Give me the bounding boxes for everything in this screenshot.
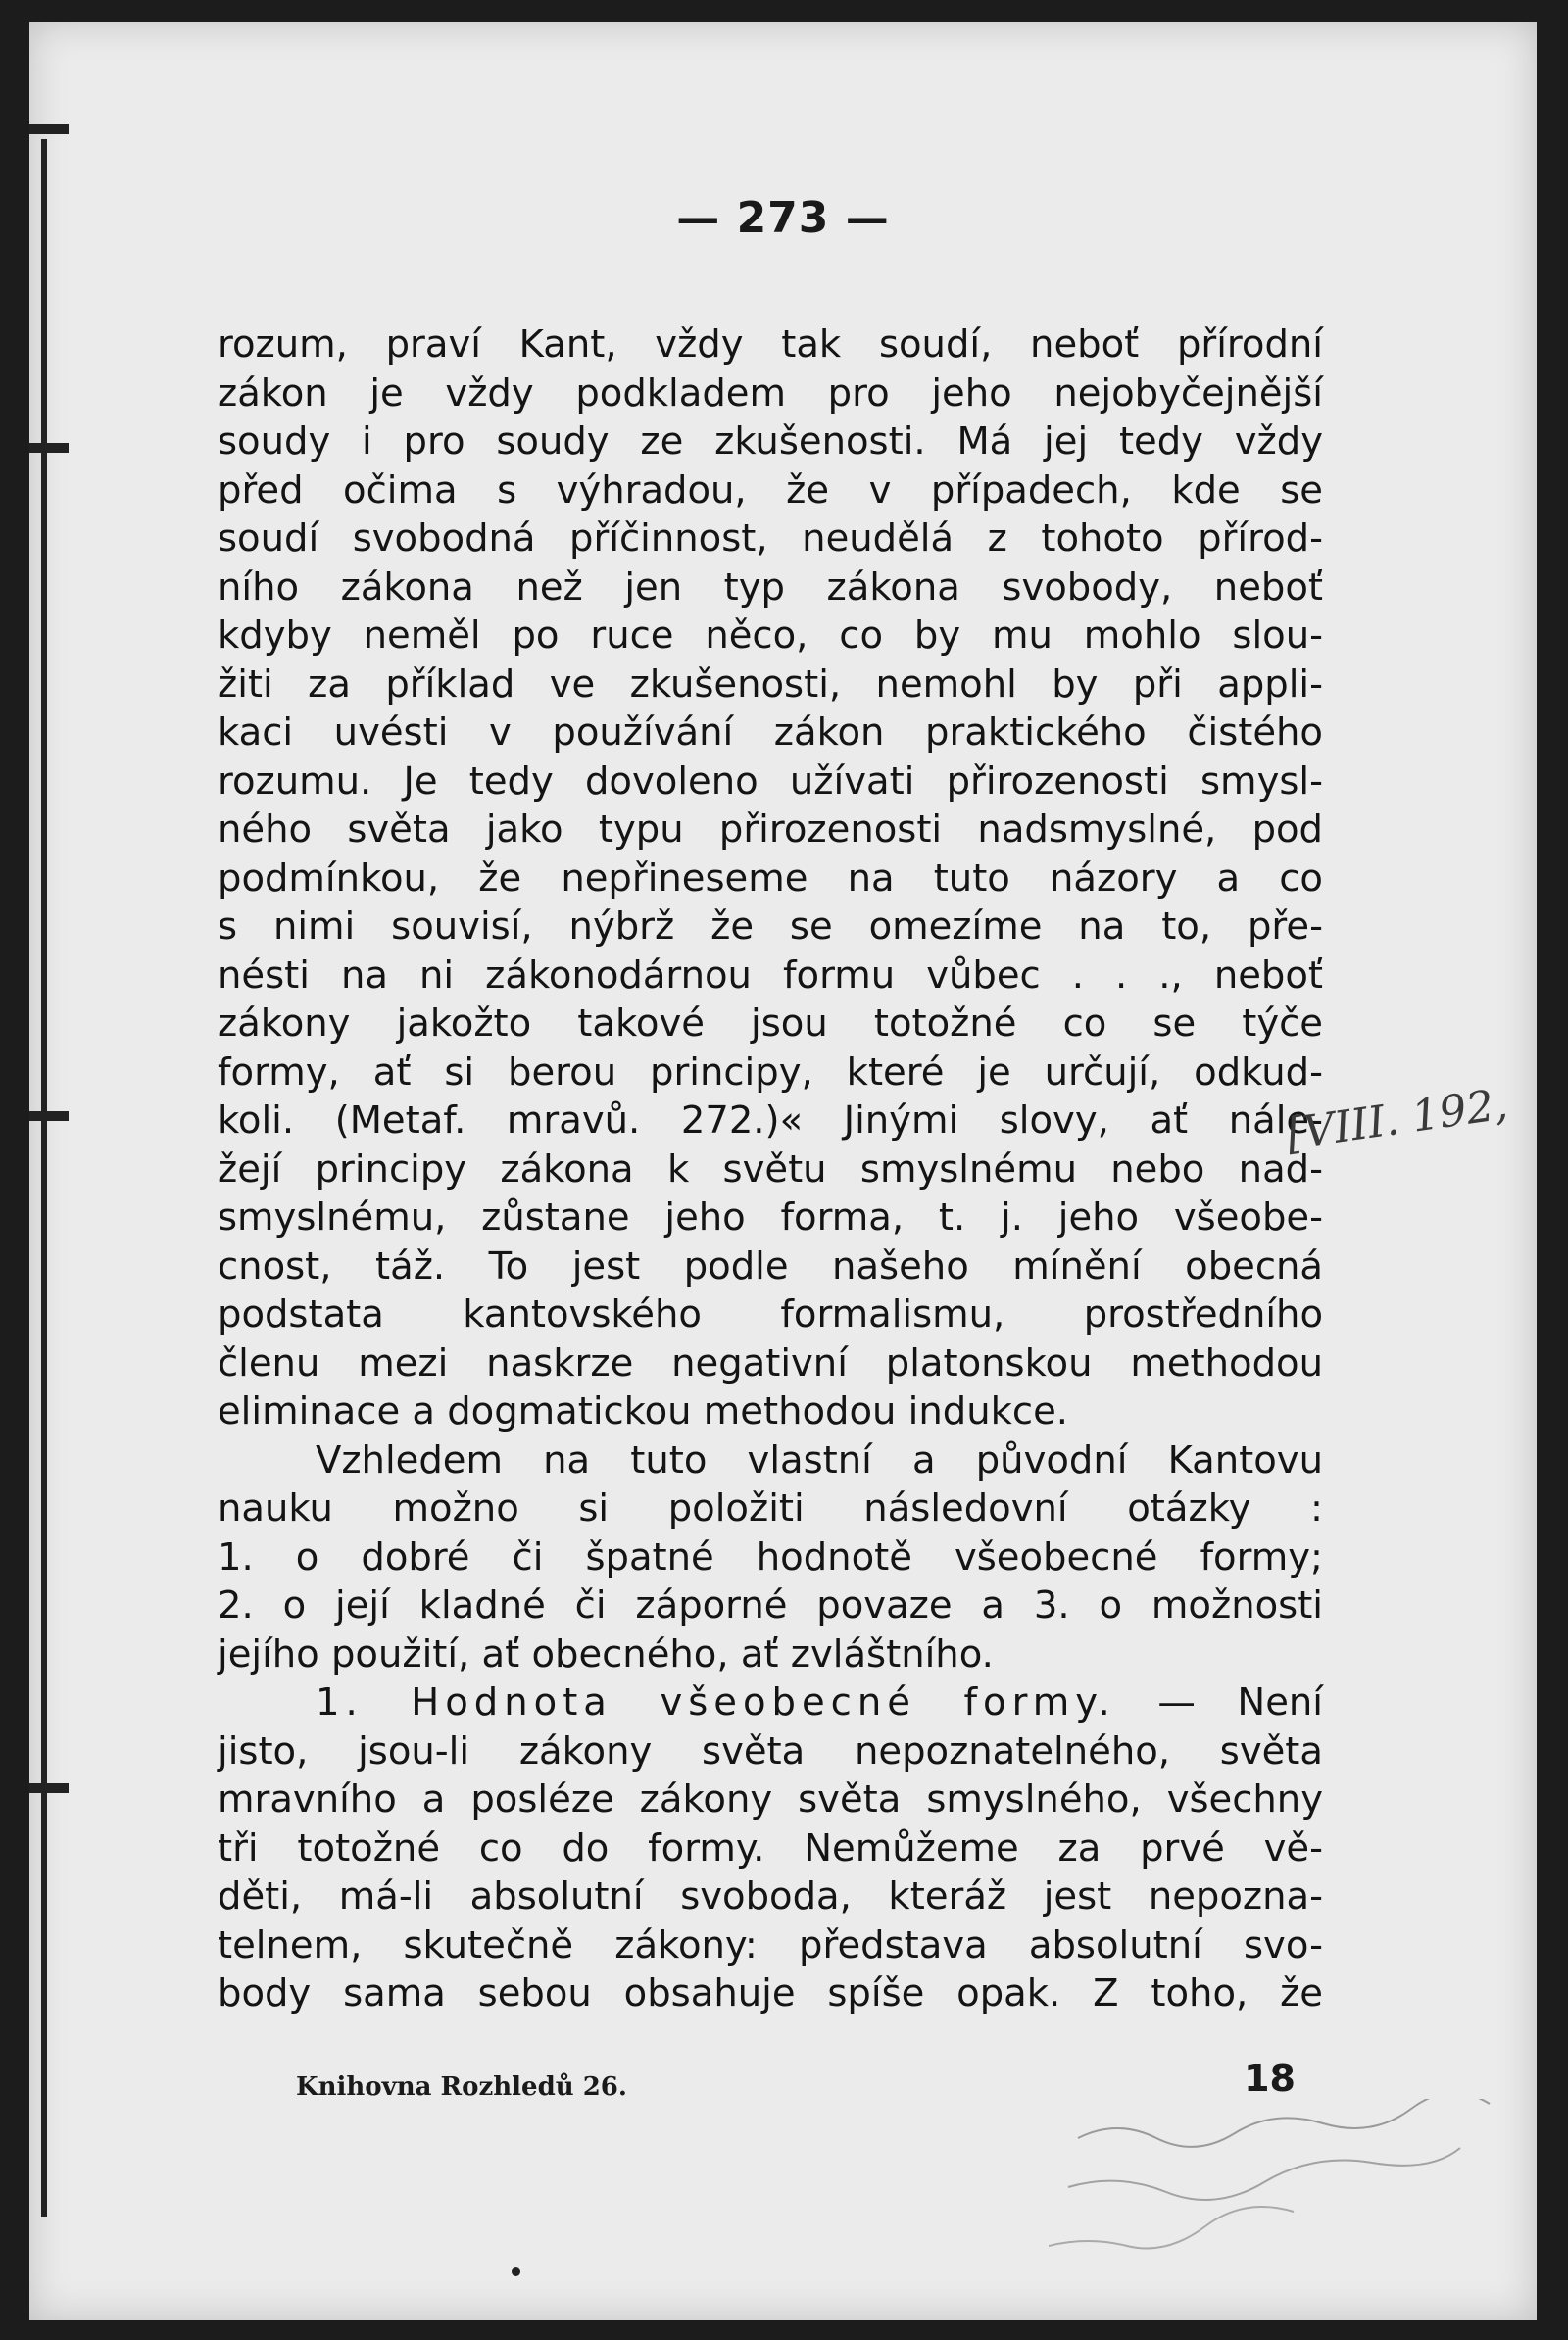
text-line: telnem, skutečně zákony: představa absolutní svo- [218,1923,1323,1968]
binding-tick [29,1111,69,1121]
page [29,22,1537,2320]
footer [296,2057,1335,2102]
binding-tick [29,124,69,134]
page-number: — 273 — [676,193,890,243]
text-line: kaci uvésti v používání zákon praktického čistého [218,710,1323,755]
binding-tick [29,443,69,453]
text-line: mravního a posléze zákony světa smyslného, všechny [218,1778,1323,1822]
text-line: soudí svobodná příčinnost, neudělá z tohoto přírod- [218,516,1323,561]
text-line: nauku možno si položiti následovní otázky : [218,1487,1323,1531]
text-line: žejí principy zákona k světu smyslnému nebo nad- [218,1146,1323,1192]
text-line: jisto, jsou-li zákony světa nepoznatelného, světa [218,1729,1323,1774]
text-line: ního zákona než jen typ zákona svobody, neboť [218,564,1323,609]
text-line: žiti za příklad ve zkušenosti, nemohl by při appli- [218,661,1323,707]
text-line: 1. o dobré či špatné hodnotě všeobecné formy; [218,1535,1323,1580]
text-line: body sama sebou obsahuje spíše opak. Z toho, že [218,1972,1323,2016]
text-line: rozum, praví Kant, vždy tak soudí, neboť přírodní [218,322,1323,366]
series-title: Knihovna Rozhledů 26. [296,2072,627,2102]
text-line: s nimi souvisí, nýbrž že se omezíme na to, pře- [218,904,1323,949]
text-line: podmínkou, že nepřineseme na tuto názory a co [218,855,1323,901]
text-line: rozumu. Je tedy dovoleno užívati přirozenosti smysl- [218,758,1323,804]
text-line: podstata kantovského formalismu, prostředního [218,1292,1323,1337]
text-line: zákon je vždy podkladem pro jeho nejobyčejnější [218,370,1323,415]
text-line: eliminace a dogmatickou methodou indukce. [218,1389,1068,1434]
text-line: kdyby neměl po ruce něco, co by mu mohlo slou- [218,613,1323,658]
text-line: tři totožné co do formy. Nemůžeme za prvé vě- [218,1826,1323,1871]
text-line: formy, ať si berou principy, které je určují, odkud- [218,1049,1323,1095]
text-line: Vzhledem na tuto vlastní a původní Kantovu [316,1438,1323,1483]
body-text [218,320,1323,2019]
text-line: jejího použití, ať obecného, ať zvláštního. [218,1632,994,1677]
pencil-scribble-icon [1049,2099,1509,2275]
text-line: smyslnému, zůstane jeho forma, t. j. jeho všeobe- [218,1195,1323,1240]
text-line: nésti na ni zákonodárnou formu vůbec . . ., neboť [218,952,1323,998]
text-line: zákony jakožto takové jsou totožné co se týče [218,1001,1323,1046]
text-line: před očima s výhradou, že v případech, kde se [218,467,1323,512]
text-line: soudy i pro soudy ze zkušenosti. Má jej tedy vždy [218,419,1323,463]
text-line: členu mezi naskrze negativní platonskou methodou [218,1341,1323,1386]
text-line: cnost, táž. To jest podle našeho mínění obecná [218,1243,1323,1289]
signature-mark: 18 [1244,2057,1296,2100]
section-heading: 1. Hodnota všeobecné formy. [316,1681,1116,1725]
binding-tick [29,1783,69,1793]
text-line: děti, má-li absolutní svoboda, kteráž jest nepozna- [218,1875,1323,1919]
text-line: koli. (Metaf. mravů. 272.)« Jinými slovy, ať nále- [218,1098,1323,1143]
section-heading-line [218,1679,1323,1728]
section-heading-rest: — Není [1115,1681,1323,1725]
text-line: 2. o její kladné či záporné povaze a 3. o možnosti [218,1584,1323,1628]
text-line: ného světa jako typu přirozenosti nadsmyslné, pod [218,807,1323,852]
ink-dot [512,2267,520,2276]
handwritten-margin-note: [VIII. 192, [1283,1079,1511,1160]
